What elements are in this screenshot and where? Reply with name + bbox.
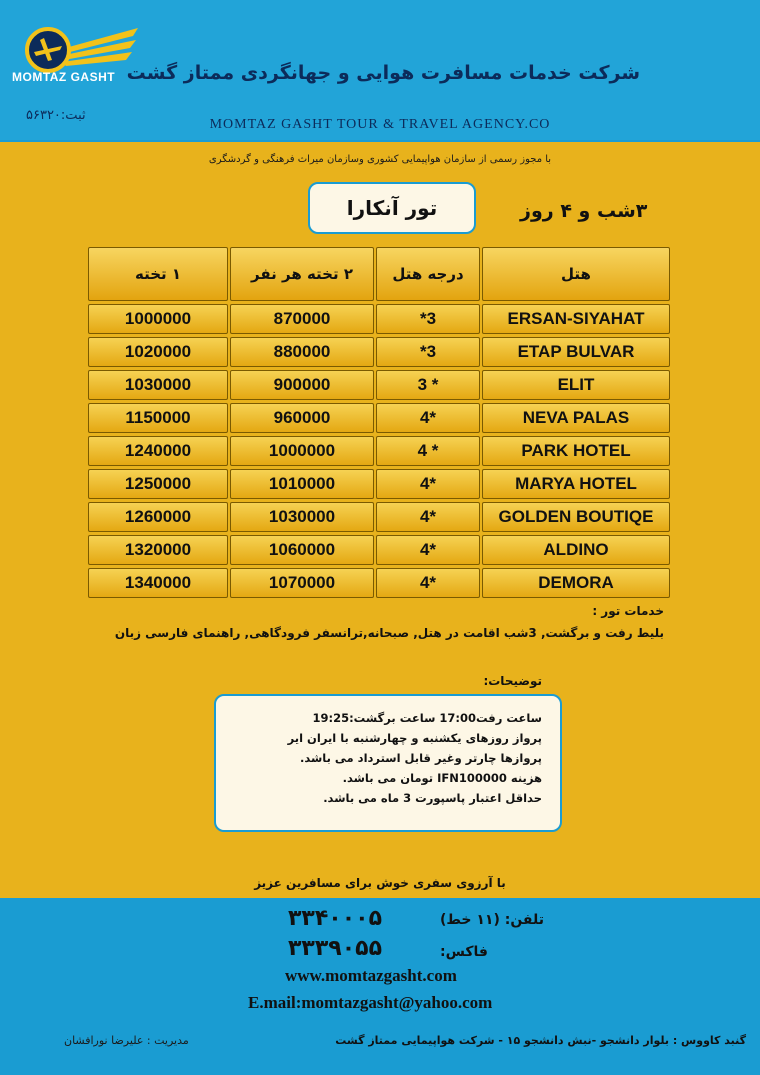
address-text: گنبد کاووس : بلوار دانشجو -نبش دانشجو ۱۵ - شرکت هواپیمایی ممتاز گشت	[335, 1034, 746, 1047]
header-grade: درجه هتل	[376, 247, 480, 301]
website-link[interactable]: www.momtazgasht.com	[285, 966, 457, 985]
single-price: 1240000	[88, 436, 228, 466]
main-panel	[0, 142, 760, 898]
table-header-row	[85, 246, 671, 302]
single-price: 1320000	[88, 535, 228, 565]
hotel-name: ELIT	[482, 370, 670, 400]
twin-price: 1060000	[230, 535, 374, 565]
hotel-grade: *3	[376, 304, 480, 334]
tour-name-box: تور آنکارا	[308, 182, 476, 234]
hotel-grade: *3	[376, 337, 480, 367]
table-row	[85, 567, 671, 599]
hotel-name: MARYA HOTEL	[482, 469, 670, 499]
twin-price: 900000	[230, 370, 374, 400]
single-price: 1020000	[88, 337, 228, 367]
hotel-name: PARK HOTEL	[482, 436, 670, 466]
note-line: ساعت رفت17:00 ساعت برگشت:19:25	[312, 711, 542, 725]
note-line: حداقل اعتبار پاسپورت 3 ماه می باشد.	[323, 791, 542, 805]
services-title: خدمات تور :	[592, 604, 664, 618]
table-row	[85, 303, 671, 335]
farewell-text: با آرزوی سفری خوش برای مسافرین عزیز	[254, 876, 506, 890]
twin-price: 960000	[230, 403, 374, 433]
single-price: 1000000	[88, 304, 228, 334]
footer-band	[0, 898, 760, 1075]
hotel-name: ETAP BULVAR	[482, 337, 670, 367]
note-line: پروازها چارتر وغیر قابل استرداد می باشد.	[299, 751, 542, 765]
header-single: ۱ تخته	[88, 247, 228, 301]
twin-price: 870000	[230, 304, 374, 334]
header-twin: ۲ تخته هر نفر	[230, 247, 374, 301]
hotel-grade: 4*	[376, 502, 480, 532]
company-title-fa: شرکت خدمات مسافرت هوایی و جهانگردی ممتاز گشت	[126, 62, 640, 84]
single-price: 1150000	[88, 403, 228, 433]
single-price: 1340000	[88, 568, 228, 598]
license-text: با مجوز رسمی از سازمان هواپیمایی کشوری وسازمان میراث فرهنگی و گردشگری	[208, 154, 552, 165]
fax-label: فاکس:	[440, 944, 488, 960]
hotel-name: GOLDEN BOUTIQE	[482, 502, 670, 532]
table-row	[85, 501, 671, 533]
hotel-price-table	[85, 246, 671, 599]
single-price: 1250000	[88, 469, 228, 499]
header-band	[0, 0, 760, 140]
note-line: هزینه IFN100000 تومان می باشد.	[342, 771, 542, 785]
services-text: بلیط رفت و برگشت, 3شب اقامت در هتل, صبحانه,ترانسفر فرودگاهی, راهنمای فارسی زبان	[114, 626, 664, 640]
single-price: 1030000	[88, 370, 228, 400]
hotel-name: DEMORA	[482, 568, 670, 598]
note-line: پرواز روزهای یکشنبه و چهارشنبه با ایران ایر	[287, 731, 542, 745]
twin-price: 1010000	[230, 469, 374, 499]
company-title-en: MOMTAZ GASHT TOUR & TRAVEL AGENCY.CO	[209, 117, 551, 132]
manager-text: مدیریت : علیرضا نورافشان	[64, 1034, 189, 1047]
twin-price: 1000000	[230, 436, 374, 466]
logo-text: MOMTAZ GASHT	[12, 70, 116, 84]
single-price: 1260000	[88, 502, 228, 532]
table-row	[85, 534, 671, 566]
hotel-grade: 3 *	[376, 370, 480, 400]
hotel-grade: 4*	[376, 403, 480, 433]
hotel-name: NEVA PALAS	[482, 403, 670, 433]
phone-label: تلفن: (۱۱ خط)	[440, 912, 544, 928]
tour-duration: ۳شب و ۴ روز	[520, 200, 648, 222]
fax-number: ۳۳۳۹۰۵۵	[288, 936, 382, 961]
table-row	[85, 435, 671, 467]
email-link[interactable]: E.mail:momtazgasht@yahoo.com	[248, 993, 493, 1012]
hotel-grade: 4*	[376, 535, 480, 565]
table-row	[85, 336, 671, 368]
twin-price: 880000	[230, 337, 374, 367]
header-hotel: هتل	[482, 247, 670, 301]
registration-number: ثبت:۵۶۳۲۰	[26, 108, 86, 123]
notes-box	[214, 694, 562, 832]
table-row	[85, 369, 671, 401]
hotel-name: ERSAN-SIYAHAT	[482, 304, 670, 334]
hotel-grade: 4*	[376, 469, 480, 499]
hotel-grade: 4*	[376, 568, 480, 598]
hotel-grade: 4 *	[376, 436, 480, 466]
table-row	[85, 402, 671, 434]
twin-price: 1070000	[230, 568, 374, 598]
twin-price: 1030000	[230, 502, 374, 532]
phone-number: ۳۳۴۰۰۰۵	[288, 906, 382, 931]
table-row	[85, 468, 671, 500]
hotel-name: ALDINO	[482, 535, 670, 565]
notes-title: توضیحات:	[483, 674, 542, 688]
